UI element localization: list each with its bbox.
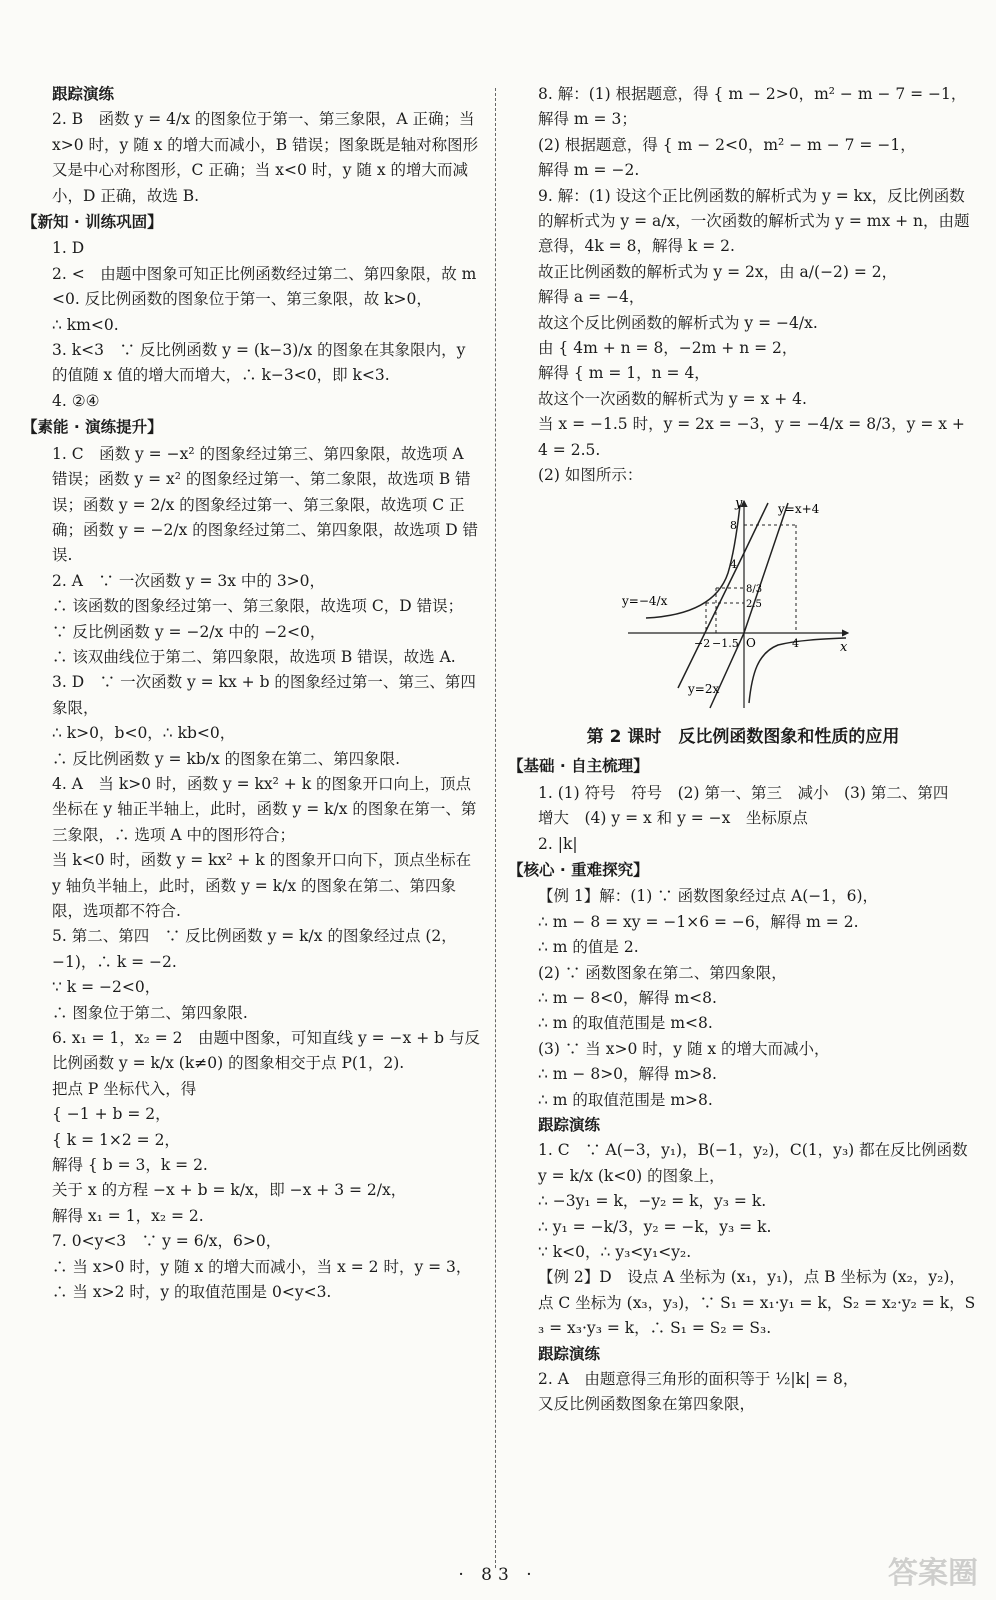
right_b-line: 第 2 课时 反比例函数图象和性质的应用 xyxy=(586,726,900,747)
left-line: 解得 { b = 3，k = 2. xyxy=(52,1156,208,1175)
left-line: 3. D ∵ 一次函数 y = kx + b 的图象经过第一、第三、第四象限， xyxy=(52,673,476,717)
right_a-line: 解得 { m = 1，n = 4， xyxy=(538,364,710,383)
right_a-line: 解得 a = −4， xyxy=(538,288,645,307)
left-line: 跟踪演练 xyxy=(52,85,115,103)
label-x-axis: x xyxy=(840,639,848,655)
right_a-line: 故这个反比例函数的解析式为 y = −4/x. xyxy=(538,313,818,332)
right_a-line: 当 x = −1.5 时，y = 2x = −3，y = −4/x = 8/3，y = x + 4 = 2.5. xyxy=(538,415,970,459)
tick-2-5: 2.5 xyxy=(746,598,762,610)
left-line: 1. D xyxy=(52,239,85,258)
left-line: 2. B 函数 y = 4/x 的图象位于第一、第三象限，A 正确；当 x>0 时，y 随 x 的增大而减小，B 错误；图象既是轴对称图形又是中心对称图形，C 正确；当 x<0 时，y 随 x 的增大而减小，D 正确，故选 B. xyxy=(52,110,480,205)
right-column xyxy=(508,82,978,1418)
left-line: 1. C 函数 y = −x² 的图象经过第三、第四象限，故选项 A 错误；函数 y = x² 的图象经过第一、第二象限，故选项 B 错误；函数 y = 2/x 的图象经过第一、第三象限，故选项 C 正确；函数 y = −2/x 的图象经过第二、第四象限，故选项 D 错误. xyxy=(52,444,479,565)
graph-svg xyxy=(618,493,858,713)
column-divider xyxy=(495,88,496,1568)
left-line: 关于 x 的方程 −x + b = k/x，即 −x + 3 = 2/x， xyxy=(52,1181,407,1200)
left-line: 【素能 · 演练提升】 xyxy=(22,418,163,437)
right_a-line: 解得 m = −2. xyxy=(538,161,640,180)
right_b-line: ∵ k<0，∴ y₃<y₁<y₂. xyxy=(538,1243,692,1262)
right_b-line: ∴ m 的值是 2. xyxy=(538,938,639,957)
left-line: { k = 1×2 = 2， xyxy=(52,1130,180,1149)
right_b-line: 跟踪演练 xyxy=(538,1116,601,1134)
label-hyperbola: y=−4/x xyxy=(622,593,668,608)
right_a-line: 由 { 4m + n = 8，−2m + n = 2， xyxy=(538,339,798,358)
right_b-line: 1. (1) 符号 符号 (2) 第一、第三 减小 (3) 第二、第四 增大 (4) y = x 和 y = −x 坐标原点 xyxy=(538,783,964,828)
right-column-part-a xyxy=(508,82,978,489)
function-graph xyxy=(618,493,978,721)
left-line: { −1 + b = 2， xyxy=(52,1105,171,1124)
right_b-line: 跟踪演练 xyxy=(538,1344,601,1363)
label-origin: O xyxy=(746,635,756,650)
right_b-line: ∴ m − 8>0，解得 m>8. xyxy=(538,1065,717,1084)
left-line: ∵ k = −2<0， xyxy=(52,978,161,997)
right_b-line: ∴ m 的取值范围是 m<8. xyxy=(538,1014,713,1033)
right_b-line: ∴ m − 8<0，解得 m<8. xyxy=(538,988,717,1007)
page-number: · 83 · xyxy=(458,1565,538,1585)
tick-x-neg2: −2 xyxy=(694,636,711,650)
left-column xyxy=(22,82,484,1306)
left-line: 【新知 · 训练巩固】 xyxy=(22,213,163,232)
tick-8: 8 xyxy=(730,518,737,532)
left-line: 2. < 由题中图象可知正比例函数经过第二、第四象限，故 m<0. 反比例函数的图象位于第一、第三象限，故 k>0， xyxy=(52,264,477,309)
page-number-value: 83 xyxy=(481,1565,515,1585)
right_b-line: ∴ y₁ = −k/3，y₂ = −k，y₃ = k. xyxy=(538,1217,772,1236)
tick-4: 4 xyxy=(730,557,737,571)
watermark: 答案圈 xyxy=(888,1556,978,1591)
left-line: 当 k<0 时，函数 y = kx² + k 的图象开口向下，顶点坐标在 y 轴负半轴上，此时，函数 y = k/x 的图象在第二、第四象限，选项都不符合. xyxy=(52,851,477,920)
label-y-axis: y xyxy=(735,495,743,511)
left-line: ∴ k>0，b<0，∴ kb<0， xyxy=(52,724,236,743)
left-line: ∴ 当 x>2 时，y 的取值范围是 0<y<3. xyxy=(52,1283,332,1302)
label-line: y=x+4 xyxy=(778,501,820,516)
right_b-line: 2. A 由题意得三角形的面积等于 ½|k| = 8， xyxy=(538,1370,859,1389)
right_a-line: 故正比例函数的解析式为 y = 2x，由 a/(−2) = 2， xyxy=(538,262,898,281)
left-line: ∴ 该双曲线位于第二、第四象限，故选项 B 错误，故选 A. xyxy=(52,647,456,666)
left-line: 把点 P 坐标代入，得 xyxy=(52,1079,197,1098)
right_b-line: 【例 1】解：(1) ∵ 函数图象经过点 A(−1，6)， xyxy=(538,887,879,906)
tick-x-neg15: −1.5 xyxy=(712,636,739,650)
label-proportional: y=2x xyxy=(688,681,720,696)
left-line: ∵ 反比例函数 y = −2/x 中的 −2<0， xyxy=(52,622,326,641)
right_b-line: 【例 2】D 设点 A 坐标为 (x₁，y₁)，点 B 坐标为 (x₂，y₂)，点 C 坐标为 (x₃，y₃)，∵ S₁ = x₁·y₁ = k，S₂ = x₂·y₂ = k，S₃ = x₃·y₃ = k，∴ S₁ = S₂ = S₃. xyxy=(538,1268,976,1338)
right_b-line: ∴ m 的取值范围是 m>8. xyxy=(538,1090,713,1109)
left-line: 6. x₁ = 1，x₂ = 2 由题中图象，可知直线 y = −x + b 与反比例函数 y = k/x (k≠0) 的图象相交于点 P(1，2). xyxy=(52,1029,480,1073)
left-line: ∴ 当 x>0 时，y 随 x 的增大而减小，当 x = 2 时，y = 3， xyxy=(52,1257,472,1276)
tick-8-3: 8/3 xyxy=(746,583,763,595)
left-line: ∴ km<0. xyxy=(52,315,119,334)
right_b-line: (3) ∵ 当 x>0 时，y 随 x 的增大而减小， xyxy=(538,1039,830,1058)
right_b-line: (2) ∵ 函数图象在第二、第四象限， xyxy=(538,963,787,982)
right_a-line: (2) 如图所示： xyxy=(538,466,643,485)
right_b-line: ∴ m − 8 = xy = −1×6 = −6，解得 m = 2. xyxy=(538,912,859,931)
right_b-line: 【核心 · 重难探究】 xyxy=(508,860,649,879)
left-line: 5. 第二、第四 ∵ 反比例函数 y = k/x 的图象经过点 (2，−1)，∴ k = −2. xyxy=(52,927,457,971)
right_a-line: 8. 解：(1) 根据题意，得 { m − 2>0，m² − m − 7 = −1， xyxy=(538,85,967,103)
right-column-part-b xyxy=(508,725,978,1418)
line-y-x-plus-4 xyxy=(678,503,768,688)
left-line: 2. A ∵ 一次函数 y = 3x 中的 3>0， xyxy=(52,571,326,590)
right_a-line: 9. 解：(1) 设这个正比例函数的解析式为 y = kx，反比例函数的解析式为 y = a/x，一次函数的解析式为 y = mx + n，由题意得，4k = 8，解得 k = 2. xyxy=(538,186,970,256)
left-line: ∴ 反比例函数 y = kb/x 的图象在第二、第四象限. xyxy=(52,749,401,768)
right_a-line: 故这个一次函数的解析式为 y = x + 4. xyxy=(538,389,807,408)
left-line: 4. A 当 k>0 时，函数 y = kx² + k 的图象开口向上，顶点坐标在 y 轴正半轴上，此时，函数 y = k/x 的图象在第一、第三象限，∴ 选项 A 中的图形符合； xyxy=(52,774,477,844)
right_b-line: 【基础 · 自主梳理】 xyxy=(508,757,649,776)
left-line: 解得 x₁ = 1，x₂ = 2. xyxy=(52,1206,204,1225)
left-line: 7. 0<y<3 ∵ y = 6/x，6>0， xyxy=(52,1232,282,1251)
right_b-line: ∴ −3y₁ = k，−y₂ = k，y₃ = k. xyxy=(538,1192,767,1211)
right_b-line: 1. C ∵ A(−3，y₁)，B(−1，y₂)，C(1，y₃) 都在反比例函数 y = k/x (k<0) 的图象上， xyxy=(538,1141,973,1185)
left-line: ∴ 该函数的图象经过第一、第三象限，故选项 C，D 错误； xyxy=(52,597,464,616)
left-line: ∴ 图象位于第二、第四象限. xyxy=(52,1003,248,1022)
right_a-line: (2) 根据题意，得 { m − 2<0，m² − m − 7 = −1， xyxy=(538,135,916,154)
right_a-line: 解得 m = 3； xyxy=(538,110,637,129)
left-line: 4. ②④ xyxy=(52,391,100,410)
right_b-line: 2. |k| xyxy=(538,834,578,853)
left-line: 3. k<3 ∵ 反比例函数 y = (k−3)/x 的图象在其象限内，y 的值随 x 值的增大而增大，∴ k−3<0，即 k<3. xyxy=(52,341,471,385)
tick-x-4: 4 xyxy=(792,636,799,650)
right_b-line: 又反比例函数图象在第四象限， xyxy=(538,1395,756,1414)
